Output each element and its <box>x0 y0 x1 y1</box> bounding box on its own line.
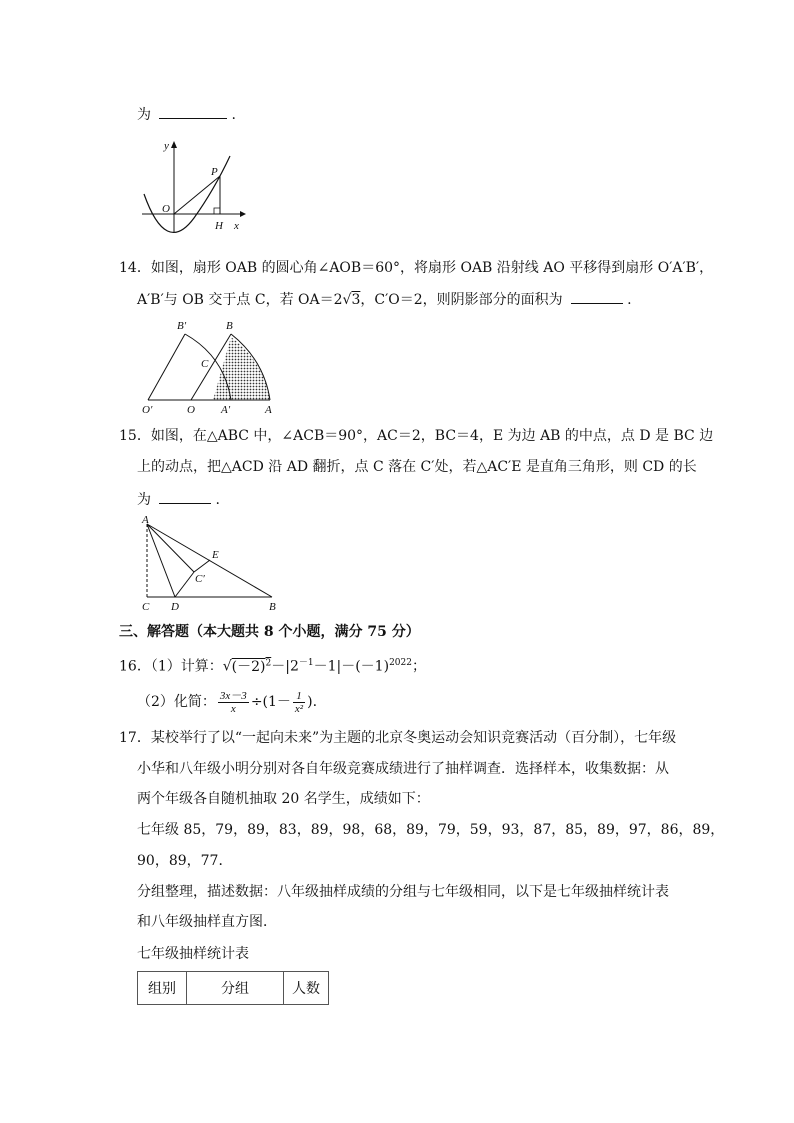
q14-label-b: B <box>226 320 233 332</box>
grade7-stat-table <box>137 971 329 1005</box>
q17-line5: 90，89，77． <box>137 853 233 869</box>
q13-label-x: x <box>234 220 239 232</box>
q16-p2-end: ). <box>307 694 318 710</box>
q15-label-b: B <box>269 601 276 613</box>
q17-line1: 17．某校举行了以“一起向未来”为主题的北京冬奥运动会知识竞赛活动（百分制），七年级 <box>119 730 677 746</box>
q17-line6: 分组整理，描述数据：八年级抽样成绩的分组与七年级相同，以下是七年级抽样统计表 <box>137 884 669 900</box>
q14-label-a: A <box>265 404 272 416</box>
q17-line4: 七年级 85，79，89，83，89，98，68，89，79，59，93，87，85，89，97，86，89， <box>137 822 725 838</box>
q16-expr-b: －|2 <box>271 658 299 675</box>
q14-label-a-prime: A′ <box>221 404 231 416</box>
q13-label-p: P <box>211 166 218 178</box>
table-header-row <box>138 972 329 1005</box>
q13-label-h: H <box>215 220 223 232</box>
q14-label-o: O <box>187 404 195 416</box>
q17-line3: 两个年级各自随机抽取 20 名学生，成绩如下： <box>137 791 430 807</box>
q13-suffix: . <box>231 107 236 123</box>
q16-part1 <box>119 654 426 676</box>
q16-exp2: 2022 <box>389 658 412 668</box>
q14-line2-a: A′B′与 OB 交于点 C，若 OA＝2 <box>137 292 343 308</box>
table-header-cell: 分组 <box>187 972 284 1005</box>
q16-end: ； <box>411 658 426 675</box>
q13-answer-blank[interactable] <box>159 104 227 119</box>
q14-line2-b: ，C′O＝2，则阴影部分的面积为 <box>360 292 563 308</box>
q17-line2: 小华和八年级小明分别对各自年级竞赛成绩进行了抽样调查．选择样本，收集数据：从 <box>137 761 669 777</box>
q13-prefix: 为 <box>137 107 151 123</box>
q13-answer-line <box>137 104 236 124</box>
q14-line1: 14．如图，扇形 OAB 的圆心角∠AOB＝60°，将扇形 OAB 沿射线 AO 平移得到扇形 O′A′B′， <box>119 260 714 276</box>
q15-figure <box>138 515 284 615</box>
q15-line2: 上的动点，把△ACD 沿 AD 翻折，点 C 落在 C′处，若△AC′E 是直角三角形，则 CD 的长 <box>137 459 697 475</box>
q14-figure <box>138 316 278 418</box>
q16-fraction-2: $\frac{1}{\text{x²}}$ <box>294 689 304 715</box>
q15-label-e: E <box>212 549 219 561</box>
q16-part1-label: 16．（1）计算： <box>119 658 223 675</box>
q15-label-c-prime: C′ <box>195 573 205 585</box>
q16-expr-c: －1|－(－1) <box>313 658 390 675</box>
q15-line3 <box>137 489 220 509</box>
q15-label-d: D <box>171 601 179 613</box>
q14-shaded-region <box>213 337 270 400</box>
q14-sqrt: √3 <box>342 292 361 308</box>
q15-answer-blank[interactable] <box>159 489 211 504</box>
q16-fraction-1: $\frac{3x-3}{x}$ <box>219 689 247 715</box>
q14-label-b-prime: B′ <box>177 320 187 332</box>
table-header-cell: 组别 <box>138 972 187 1005</box>
q16-exp1: －1 <box>298 658 314 668</box>
q17-table-title: 七年级抽样统计表 <box>137 946 249 962</box>
q14-line2 <box>137 289 632 309</box>
q16-p2-mid: ÷(1－ <box>250 694 291 710</box>
q13-figure <box>136 138 248 234</box>
q15-label-a: A <box>142 515 149 526</box>
q16-part2 <box>137 688 317 716</box>
q15-line1: 15．如图，在△ABC 中，∠ACB＝90°，AC＝2，BC＝4，E 为边 AB 的中点，点 D 是 BC 边 <box>119 428 714 444</box>
q13-label-o: O <box>162 203 170 215</box>
section-three-heading: 三、解答题（本大题共 8 个小题，满分 75 分） <box>119 624 420 640</box>
q15-prefix: 为 <box>137 492 151 508</box>
q14-label-o-prime: O′ <box>142 404 153 416</box>
q14-answer-blank[interactable] <box>571 289 623 304</box>
table-header-cell: 人数 <box>284 972 329 1005</box>
q15-end: . <box>215 492 220 508</box>
q15-label-c: C <box>142 601 150 613</box>
q13-label-y: y <box>164 140 169 152</box>
q16-part2-label: （2）化简： <box>137 694 216 710</box>
q14-label-c: C <box>201 358 209 370</box>
q17-line7: 和八年级抽样直方图． <box>137 914 277 930</box>
q14-end: . <box>627 292 632 308</box>
q16-sqrt-expr: $√(-2)^2$ <box>222 658 272 675</box>
